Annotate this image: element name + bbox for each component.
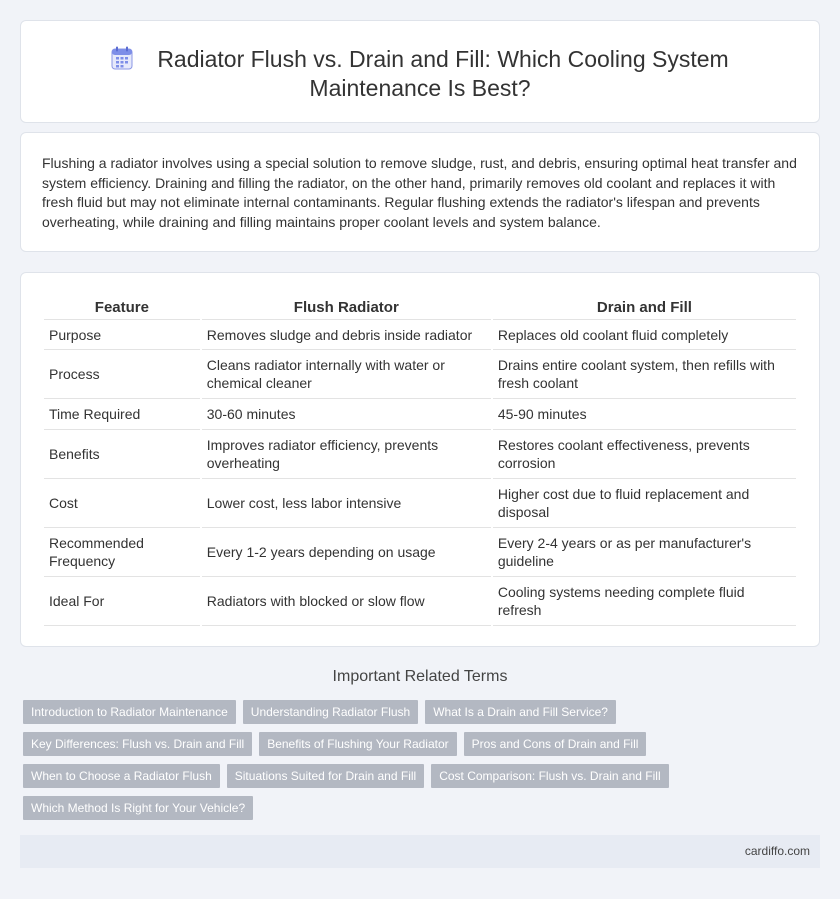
related-tag[interactable]: What Is a Drain and Fill Service?: [425, 700, 616, 724]
table-cell: 30-60 minutes: [202, 399, 491, 430]
related-tag[interactable]: Benefits of Flushing Your Radiator: [259, 732, 456, 756]
table-cell: Drains entire coolant system, then refills with fresh coolant: [493, 350, 796, 399]
table-cell: Every 2-4 years or as per manufacturer's guideline: [493, 528, 796, 577]
related-tag[interactable]: Cost Comparison: Flush vs. Drain and Fill: [431, 764, 668, 788]
table-cell: Purpose: [44, 320, 200, 350]
title-line-2: Maintenance Is Best?: [309, 75, 531, 101]
header-drain-and-fill: Drain and Fill: [493, 296, 796, 320]
calendar-icon: [111, 46, 133, 70]
table-cell: Cost: [44, 479, 200, 528]
header-feature: Feature: [44, 296, 200, 320]
related-tag[interactable]: Pros and Cons of Drain and Fill: [464, 732, 647, 756]
table-header-row: [44, 296, 796, 320]
table-row: [44, 577, 796, 626]
table-cell: Replaces old coolant fluid completely: [493, 320, 796, 350]
table-cell: Ideal For: [44, 577, 200, 626]
table-cell: Removes sludge and debris inside radiator: [202, 320, 491, 350]
related-terms-title: Important Related Terms: [332, 668, 508, 685]
header-card: [20, 20, 820, 123]
related-tag[interactable]: Which Method Is Right for Your Vehicle?: [23, 796, 253, 820]
table-cell: Process: [44, 350, 200, 399]
table-cell: Radiators with blocked or slow flow: [202, 577, 491, 626]
table-cell: Cleans radiator internally with water or chemical cleaner: [202, 350, 491, 399]
table-cell: 45-90 minutes: [493, 399, 796, 430]
intro-card: [20, 132, 820, 252]
footer-site-link[interactable]: cardiffo.com: [744, 844, 810, 858]
header-flush-radiator: Flush Radiator: [202, 296, 491, 320]
table-cell: Cooling systems needing complete fluid refresh: [493, 577, 796, 626]
comparison-table: [42, 296, 798, 626]
table-cell: Every 1-2 years depending on usage: [202, 528, 491, 577]
comparison-table-card: [20, 272, 820, 647]
table-cell: Time Required: [44, 399, 200, 430]
page-title: [21, 45, 819, 103]
related-tag[interactable]: Key Differences: Flush vs. Drain and Fill: [23, 732, 252, 756]
table-cell: Benefits: [44, 430, 200, 479]
related-tag[interactable]: When to Choose a Radiator Flush: [23, 764, 220, 788]
intro-paragraph: Flushing a radiator involves using a special solution to remove sludge, rust, and debris, ensuring optimal heat transfer and system efficiency. Draining and filling the radiator, on the other hand, primarily removes old coolant and replaces it with fresh fluid but may not eliminate internal contaminants. Regular flushing extends the radiator's lifespan and prevents overheating, while draining and filling maintains proper coolant levels and system balance.: [42, 155, 797, 230]
table-row: [44, 320, 796, 350]
related-terms-list: [23, 700, 813, 820]
table-cell: Higher cost due to fluid replacement and disposal: [493, 479, 796, 528]
table-row: [44, 399, 796, 430]
table-cell: Restores coolant effectiveness, prevents corrosion: [493, 430, 796, 479]
table-row: [44, 350, 796, 399]
table-row: [44, 430, 796, 479]
footer: [20, 835, 820, 868]
title-line-1: Radiator Flush vs. Drain and Fill: Which Cooling System: [157, 46, 729, 72]
table-row: [44, 528, 796, 577]
table-row: [44, 479, 796, 528]
related-tag[interactable]: Understanding Radiator Flush: [243, 700, 418, 724]
related-tag[interactable]: Situations Suited for Drain and Fill: [227, 764, 424, 788]
table-cell: Recommended Frequency: [44, 528, 200, 577]
table-cell: Lower cost, less labor intensive: [202, 479, 491, 528]
related-tag[interactable]: Introduction to Radiator Maintenance: [23, 700, 236, 724]
table-cell: Improves radiator efficiency, prevents overheating: [202, 430, 491, 479]
